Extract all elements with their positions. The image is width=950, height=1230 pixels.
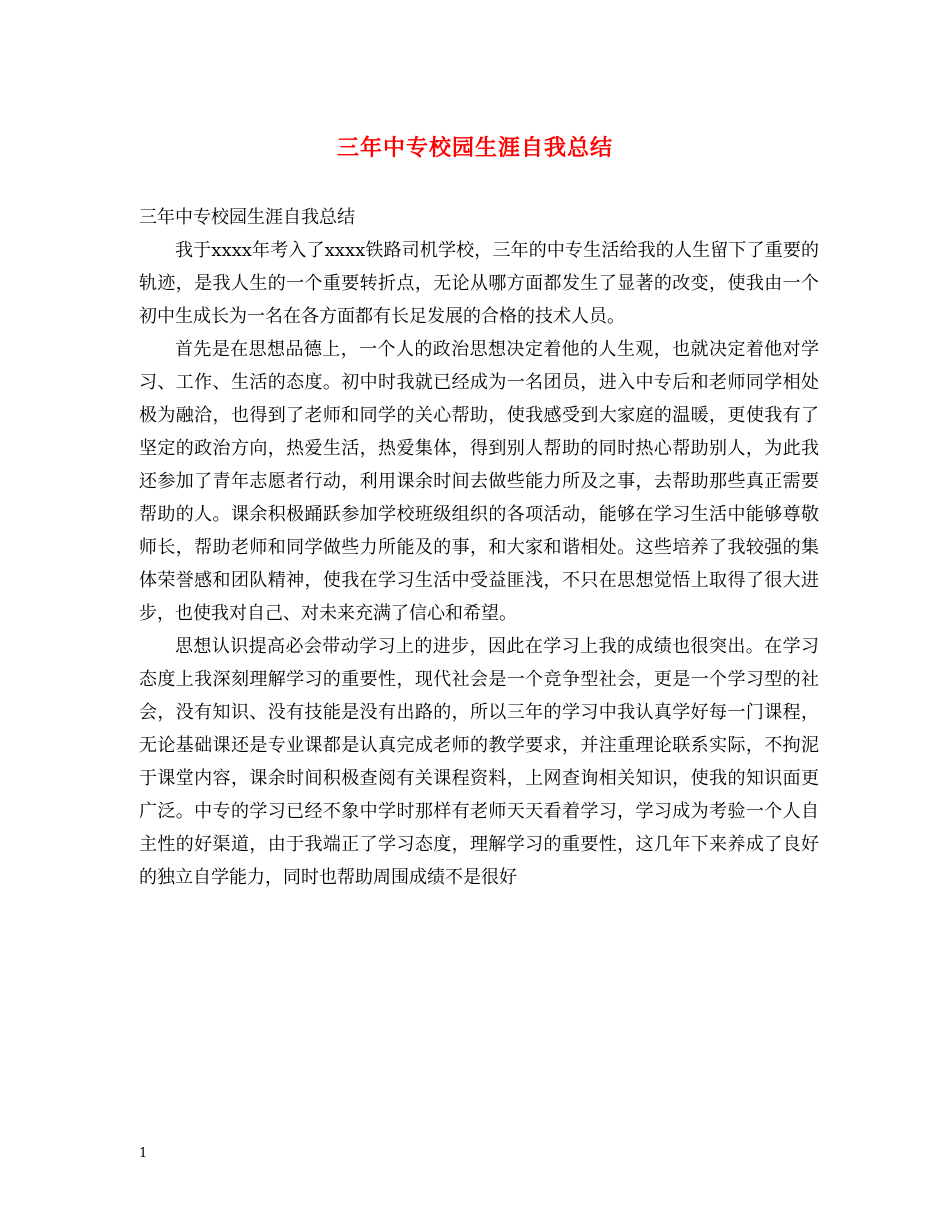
page-number: 1 bbox=[139, 1146, 148, 1161]
document-body bbox=[139, 201, 819, 894]
paragraph-3: 思想认识提高必会带动学习上的进步，因此在学习上我的成绩也很突出。在学习态度上我深刻理解学习的重要性，现代社会是一个竞争型社会，更是一个学习型的社会，没有知识、没有技能是没有出路的，所以三年的学习中我认真学好每一门课程，无论基础课还是专业课都是认真完成老师的教学要求，并注重理论联系实际，不拘泥于课堂内容，课余时间积极查阅有关课程资料，上网查询相关知识，使我的知识面更广泛。中专的学习已经不象中学时那样有老师天天看着学习，学习成为考验一个人自主性的好渠道，由于我端正了学习态度，理解学习的重要性，这几年下来养成了良好的独立自学能力，同时也帮助周围成绩不是很好 bbox=[139, 636, 819, 888]
paragraph-2: 首先是在思想品德上，一个人的政治思想决定着他的人生观，也就决定着他对学习、工作、生活的态度。初中时我就已经成为一名团员，进入中专后和老师同学相处极为融洽，也得到了老师和同学的关心帮助，使我感受到大家庭的温暖，更使我有了坚定的政治方向，热爱生活，热爱集体，得到别人帮助的同时热心帮助别人，为此我还参加了青年志愿者行动，利用课余时间去做些能力所及之事，去帮助那些真正需要帮助的人。课余积极踊跃参加学校班级组织的各项活动，能够在学习生活中能够尊敬师长，帮助老师和同学做些力所能及的事，和大家和谐相处。这些培养了我较强的集体荣誉感和团队精神，使我在学习生活中受益匪浅，不只在思想觉悟上取得了很大进步，也使我对自己、对未来充满了信心和希望。 bbox=[139, 339, 819, 624]
document-title: 三年中专校园生涯自我总结 bbox=[336, 135, 613, 161]
paragraph-1: 我于xxxx年考入了xxxx铁路司机学校，三年的中专生活给我的人生留下了重要的轨迹，是我人生的一个重要转折点，无论从哪方面都发生了显著的改变，使我由一个初中生成长为一名在各方面都有长足发展的合格的技术人员。 bbox=[139, 240, 819, 327]
section-heading: 三年中专校园生涯自我总结 bbox=[139, 207, 355, 228]
